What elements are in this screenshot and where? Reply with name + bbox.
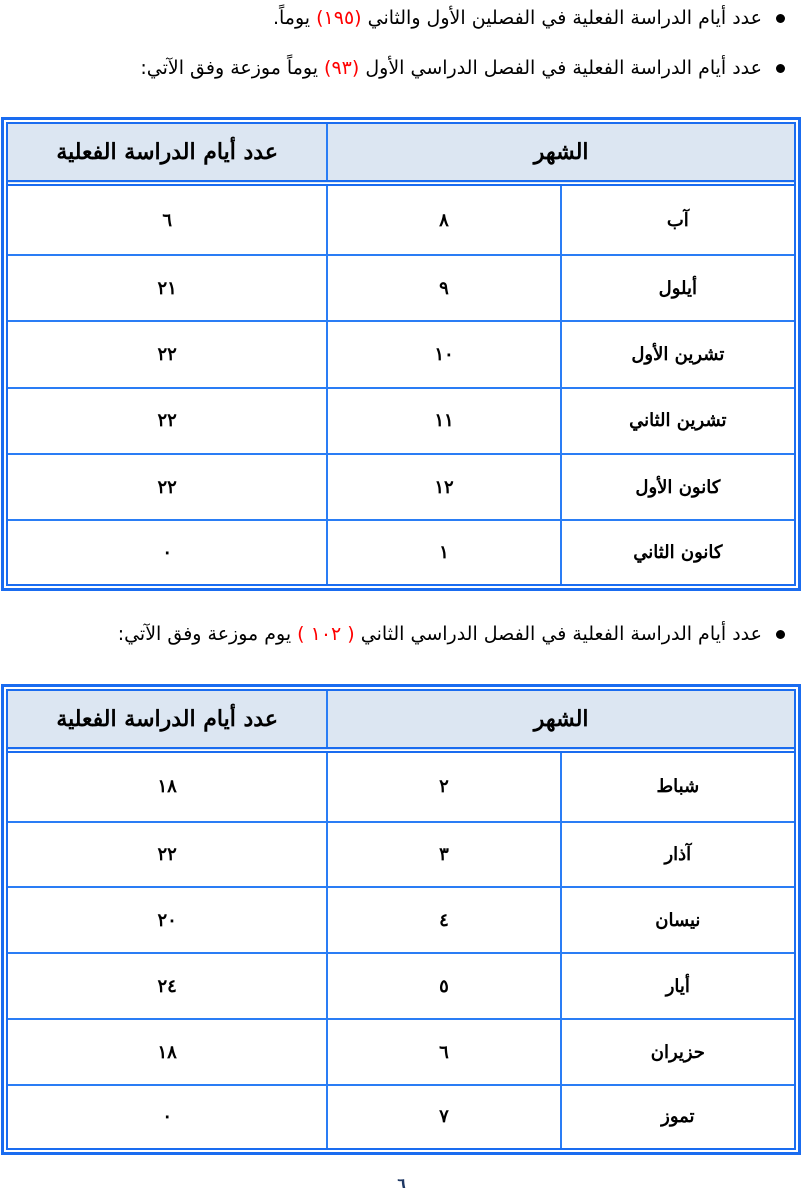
- bullet-text: [273, 4, 762, 32]
- month-number-cell: ٨: [327, 183, 560, 255]
- bullet-text-before: عدد أيام الدراسة الفعلية في الفصلين الأول والثاني: [367, 7, 762, 29]
- month-name-cell: شباط: [561, 750, 794, 822]
- bullet-highlight-number: (٩٣): [324, 57, 360, 79]
- table-row: [8, 1019, 794, 1085]
- bullet-total-days: [0, 4, 793, 32]
- days-cell: ٢٠: [8, 887, 327, 953]
- month-name-cell: آب: [561, 183, 794, 255]
- table-row: [8, 887, 794, 953]
- month-number-cell: ١: [327, 520, 560, 584]
- month-name-cell: حزيران: [561, 1019, 794, 1085]
- bullet-text: [140, 54, 762, 82]
- table-row: [8, 750, 794, 822]
- bullet-icon: [776, 630, 785, 639]
- month-name-cell: كانون الثاني: [561, 520, 794, 584]
- days-cell: ١٨: [8, 750, 327, 822]
- month-number-cell: ٤: [327, 887, 560, 953]
- table-row: [8, 953, 794, 1019]
- days-cell: ٢٢: [8, 388, 327, 454]
- bullet-text-after: يوماً.: [272, 7, 311, 29]
- header-month: الشهر: [327, 691, 794, 750]
- table-row: [8, 454, 794, 520]
- month-name-cell: تشرين الثاني: [561, 388, 794, 454]
- table-row: [8, 388, 794, 454]
- month-name-cell: تشرين الأول: [561, 321, 794, 387]
- month-number-cell: ٩: [327, 255, 560, 321]
- month-number-cell: ٦: [327, 1019, 560, 1085]
- table-row: [8, 822, 794, 888]
- bullet-text-after: يوماً موزعة وفق الآتي:: [140, 57, 318, 79]
- month-number-cell: ١٢: [327, 454, 560, 520]
- bullet-highlight-number: ( ١٠٢ ): [297, 623, 355, 645]
- bullet-highlight-number: (١٩٥): [316, 7, 362, 29]
- first-semester-table: [1, 117, 801, 591]
- table-row: [8, 520, 794, 584]
- days-cell: ٢٢: [8, 321, 327, 387]
- days-cell: ٢١: [8, 255, 327, 321]
- month-number-cell: ١١: [327, 388, 560, 454]
- days-cell: ٢٤: [8, 953, 327, 1019]
- days-cell: ١٨: [8, 1019, 327, 1085]
- month-name-cell: تموز: [561, 1085, 794, 1148]
- header-days: عدد أيام الدراسة الفعلية: [8, 124, 327, 183]
- header-month: الشهر: [327, 124, 794, 183]
- bullet-text-before: عدد أيام الدراسة الفعلية في الفصل الدراسي الثاني: [360, 623, 762, 645]
- bullet-first-semester: [0, 54, 793, 82]
- table-row: [8, 321, 794, 387]
- days-cell: ٦: [8, 183, 327, 255]
- month-number-cell: ٧: [327, 1085, 560, 1148]
- month-number-cell: ٣: [327, 822, 560, 888]
- bullet-second-semester: [0, 620, 793, 648]
- header-days: عدد أيام الدراسة الفعلية: [8, 691, 327, 750]
- bullet-text: [118, 620, 762, 648]
- table-row: [8, 1085, 794, 1148]
- month-name-cell: أيلول: [561, 255, 794, 321]
- month-name-cell: كانون الأول: [561, 454, 794, 520]
- days-cell: ٢٢: [8, 822, 327, 888]
- table-row: [8, 183, 794, 255]
- page-number: ٦: [397, 1176, 406, 1192]
- bullet-text-after: يوم موزعة وفق الآتي:: [117, 623, 292, 645]
- month-name-cell: أيار: [561, 953, 794, 1019]
- month-number-cell: ٥: [327, 953, 560, 1019]
- bullet-icon: [776, 14, 785, 23]
- bullet-text-before: عدد أيام الدراسة الفعلية في الفصل الدراسي الأول: [365, 57, 762, 79]
- days-cell: ٢٢: [8, 454, 327, 520]
- month-name-cell: آذار: [561, 822, 794, 888]
- month-number-cell: ١٠: [327, 321, 560, 387]
- bullet-icon: [776, 64, 785, 73]
- month-number-cell: ٢: [327, 750, 560, 822]
- days-cell: ٠: [8, 1085, 327, 1148]
- days-cell: ٠: [8, 520, 327, 584]
- second-semester-table: [1, 684, 801, 1155]
- month-name-cell: نيسان: [561, 887, 794, 953]
- table-row: [8, 255, 794, 321]
